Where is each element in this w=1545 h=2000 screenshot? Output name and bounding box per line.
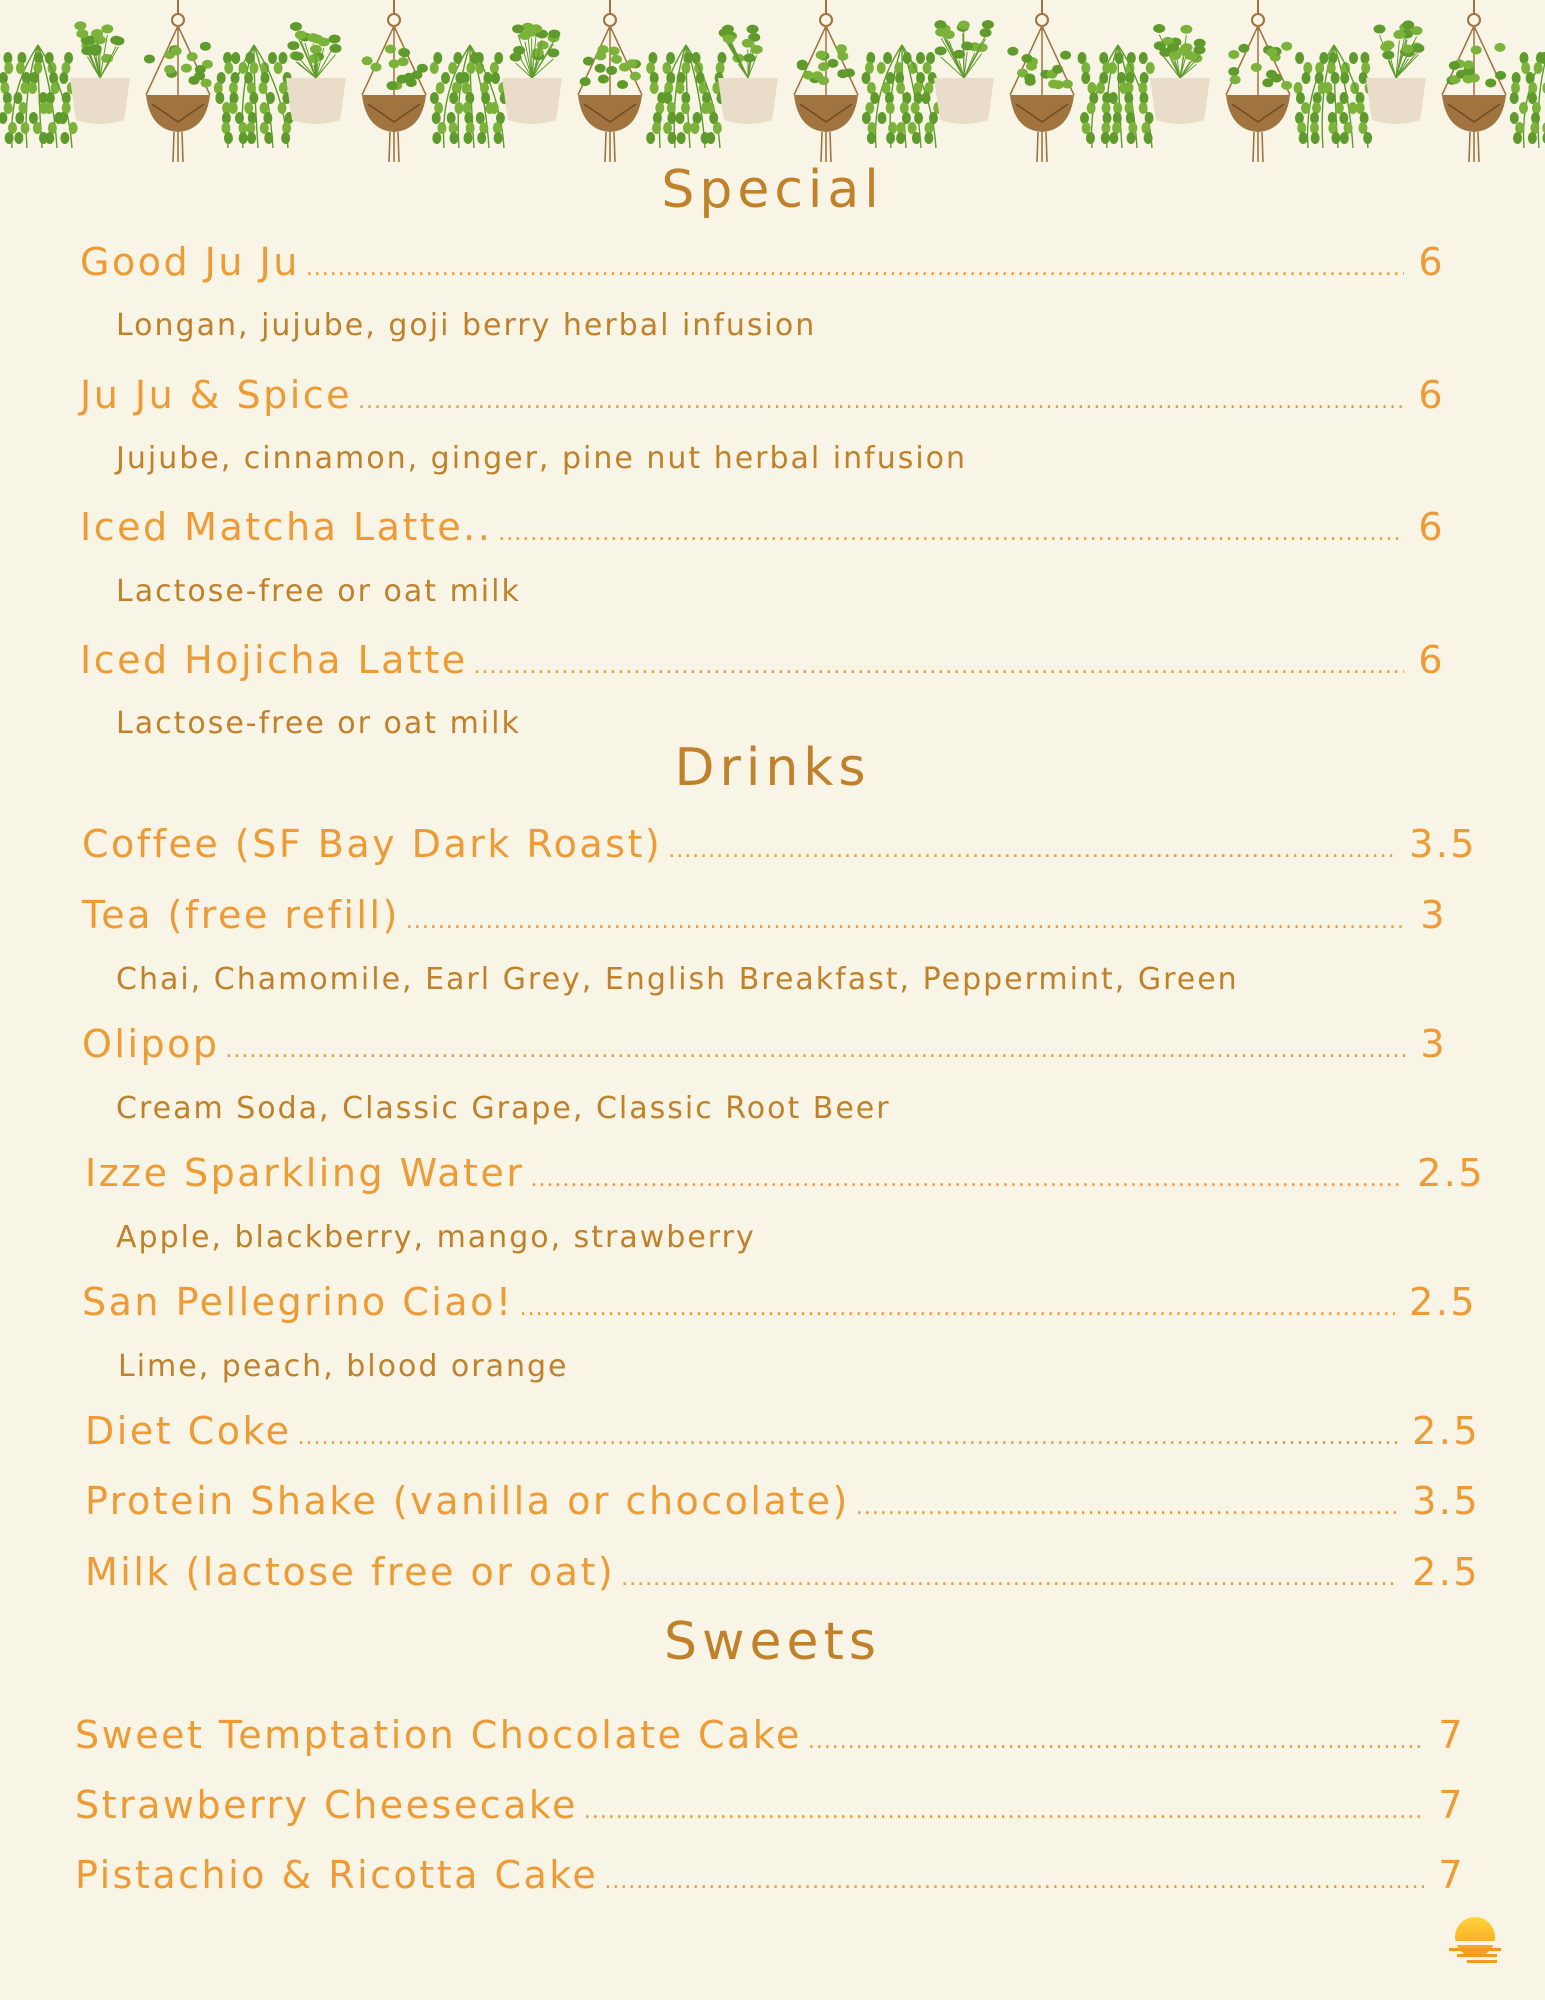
item-price: 7 bbox=[1438, 1713, 1465, 1757]
item-name: Iced Matcha Latte.. bbox=[80, 505, 493, 549]
item-price: 6 bbox=[1418, 638, 1445, 682]
dot-leader bbox=[474, 654, 1405, 679]
item-price: 2.5 bbox=[1417, 1151, 1485, 1195]
menu-item-iced-matcha-latte bbox=[80, 505, 1445, 549]
dot-leader bbox=[226, 1038, 1407, 1063]
trailing-vine-icon bbox=[430, 45, 509, 148]
menu-item-diet-coke bbox=[85, 1409, 1480, 1453]
item-name: Iced Hojicha Latte bbox=[80, 638, 468, 682]
trailing-vine-icon bbox=[862, 45, 943, 148]
item-price: 3.5 bbox=[1412, 1479, 1480, 1523]
macrame-hanger-icon bbox=[578, 0, 642, 162]
section-title-drinks: Drinks bbox=[674, 738, 871, 798]
menu-item-olipop bbox=[82, 1022, 1447, 1066]
menu-item-pistachio-ricotta-cake bbox=[75, 1853, 1465, 1897]
potted-plant-icon bbox=[1366, 20, 1426, 124]
item-name: Pistachio & Ricotta Cake bbox=[75, 1853, 599, 1897]
item-name: Coffee (SF Bay Dark Roast) bbox=[82, 822, 663, 866]
dot-leader bbox=[584, 1799, 1424, 1824]
trailing-vine-icon bbox=[1510, 45, 1545, 148]
macrame-hanger-icon bbox=[1007, 0, 1074, 162]
item-price: 2.5 bbox=[1409, 1280, 1477, 1324]
macrame-hanger-icon bbox=[1442, 0, 1506, 162]
dot-leader bbox=[856, 1495, 1398, 1520]
menu-item-protein-shake bbox=[85, 1479, 1480, 1523]
trailing-vine-icon bbox=[0, 45, 78, 148]
item-name: Strawberry Cheesecake bbox=[75, 1783, 578, 1827]
dot-leader bbox=[406, 909, 1406, 934]
macrame-hanger-icon bbox=[362, 0, 428, 162]
dot-leader bbox=[298, 1425, 1399, 1450]
item-price: 3 bbox=[1420, 893, 1447, 937]
sunset-icon bbox=[1445, 1915, 1505, 1965]
menu-item-izze bbox=[85, 1151, 1485, 1195]
dot-leader bbox=[498, 521, 1404, 546]
potted-plant-icon bbox=[70, 21, 130, 124]
item-description: Jujube, cinnamon, ginger, pine nut herbal infusion bbox=[116, 441, 968, 476]
hanging-plants-garland bbox=[0, 0, 1545, 170]
item-price: 6 bbox=[1418, 505, 1445, 549]
menu-item-milk bbox=[85, 1550, 1480, 1594]
item-description: Lactose-free or oat milk bbox=[116, 574, 521, 609]
potted-plant-icon bbox=[934, 20, 994, 124]
potted-plant-icon bbox=[1150, 24, 1210, 124]
item-name: Ju Ju & Spice bbox=[80, 373, 353, 417]
item-description: Longan, jujube, goji berry herbal infusion bbox=[116, 308, 817, 343]
item-name: Diet Coke bbox=[85, 1409, 292, 1453]
dot-leader bbox=[520, 1296, 1395, 1321]
item-name: Olipop bbox=[82, 1022, 220, 1066]
item-description: Apple, blackberry, mango, strawberry bbox=[116, 1220, 756, 1255]
item-price: 7 bbox=[1438, 1783, 1465, 1827]
item-name: Sweet Temptation Chocolate Cake bbox=[75, 1713, 802, 1757]
trailing-vine-icon bbox=[1294, 45, 1374, 148]
item-price: 6 bbox=[1418, 240, 1445, 284]
menu-item-strawberry-cheesecake bbox=[75, 1783, 1465, 1827]
dot-leader bbox=[808, 1729, 1424, 1754]
trailing-vine-icon bbox=[214, 45, 294, 148]
potted-plant-icon bbox=[718, 25, 778, 124]
item-name: Good Ju Ju bbox=[80, 240, 300, 284]
item-price: 7 bbox=[1438, 1853, 1465, 1897]
item-description: Lime, peach, blood orange bbox=[118, 1349, 569, 1384]
macrame-hanger-icon bbox=[794, 0, 858, 162]
macrame-hanger-icon bbox=[144, 0, 213, 162]
potted-plant-icon bbox=[502, 23, 562, 124]
item-name: Izze Sparkling Water bbox=[85, 1151, 525, 1195]
menu-item-ju-ju-spice bbox=[80, 373, 1445, 417]
item-name: Tea (free refill) bbox=[82, 893, 400, 937]
item-name: Protein Shake (vanilla or chocolate) bbox=[85, 1479, 850, 1523]
item-price: 3 bbox=[1420, 1022, 1447, 1066]
item-description: Cream Soda, Classic Grape, Classic Root Beer bbox=[116, 1091, 891, 1126]
dot-leader bbox=[358, 389, 1404, 414]
item-name: San Pellegrino Ciao! bbox=[82, 1280, 514, 1324]
section-title-special: Special bbox=[661, 160, 884, 220]
item-price: 3.5 bbox=[1409, 822, 1477, 866]
menu-item-san-pellegrino bbox=[82, 1280, 1477, 1324]
item-name: Milk (lactose free or oat) bbox=[85, 1550, 616, 1594]
menu-item-coffee bbox=[82, 822, 1477, 866]
section-title-sweets: Sweets bbox=[663, 1612, 881, 1672]
trailing-vine-icon bbox=[1078, 45, 1155, 148]
item-price: 2.5 bbox=[1412, 1409, 1480, 1453]
dot-leader bbox=[306, 256, 1405, 281]
menu-item-good-ju-ju bbox=[80, 240, 1445, 284]
item-price: 6 bbox=[1418, 373, 1445, 417]
dot-leader bbox=[621, 1566, 1398, 1591]
trailing-vine-icon bbox=[646, 45, 726, 148]
item-description: Chai, Chamomile, Earl Grey, English Breakfast, Peppermint, Green bbox=[116, 962, 1239, 997]
dot-leader bbox=[668, 838, 1395, 863]
item-price: 2.5 bbox=[1412, 1550, 1480, 1594]
macrame-hanger-icon bbox=[1226, 0, 1292, 162]
potted-plant-icon bbox=[286, 22, 346, 124]
dot-leader bbox=[604, 1869, 1424, 1894]
menu-item-chocolate-cake bbox=[75, 1713, 1465, 1757]
item-description: Lactose-free or oat milk bbox=[116, 706, 521, 741]
dot-leader bbox=[530, 1167, 1403, 1192]
menu-item-iced-hojicha-latte bbox=[80, 638, 1445, 682]
menu-item-tea bbox=[82, 893, 1447, 937]
